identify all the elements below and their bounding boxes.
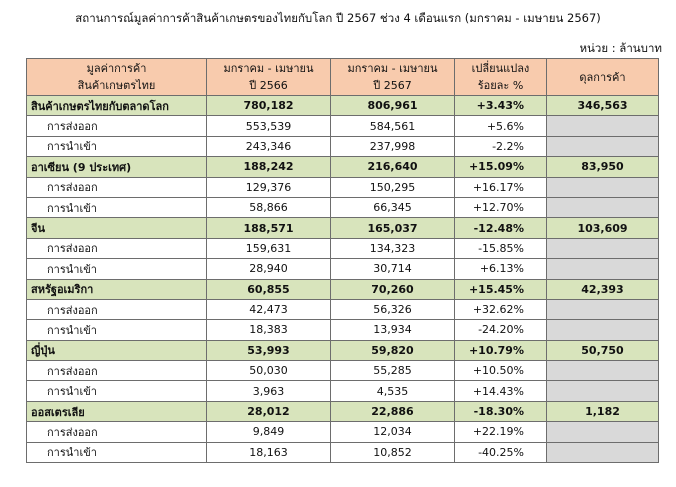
change-percent: +3.43% xyxy=(455,96,547,116)
header-change-line2: ร้อยละ % xyxy=(477,79,524,92)
change-percent: -24.20% xyxy=(455,320,547,340)
value-2567: 55,285 xyxy=(331,361,455,381)
value-2566: 28,012 xyxy=(207,401,331,421)
change-percent: -18.30% xyxy=(455,401,547,421)
value-2567: 13,934 xyxy=(331,320,455,340)
row-label: การส่งออก xyxy=(27,177,207,197)
value-2566: 188,571 xyxy=(207,218,331,238)
table-row-group xyxy=(27,401,659,421)
change-percent: -40.25% xyxy=(455,442,547,462)
header-2567 xyxy=(331,59,455,96)
change-percent: +10.79% xyxy=(455,340,547,360)
change-percent: +16.17% xyxy=(455,177,547,197)
table-row-export xyxy=(27,177,659,197)
value-2566: 18,383 xyxy=(207,320,331,340)
header-2566-line2: ปี 2566 xyxy=(249,79,288,92)
value-2567: 10,852 xyxy=(331,442,455,462)
value-2566: 780,182 xyxy=(207,96,331,116)
change-percent: -12.48% xyxy=(455,218,547,238)
row-label: การนำเข้า xyxy=(27,442,207,462)
table-row-import xyxy=(27,442,659,462)
value-2566: 243,346 xyxy=(207,136,331,156)
table-row-import xyxy=(27,259,659,279)
value-2566: 42,473 xyxy=(207,299,331,319)
table-row-group xyxy=(27,96,659,116)
empty-balance-cell xyxy=(547,116,659,136)
change-percent: -15.85% xyxy=(455,238,547,258)
row-label: การส่งออก xyxy=(27,422,207,442)
empty-balance-cell xyxy=(547,197,659,217)
change-percent: +14.43% xyxy=(455,381,547,401)
value-2567: 150,295 xyxy=(331,177,455,197)
empty-balance-cell xyxy=(547,320,659,340)
table-row-import xyxy=(27,197,659,217)
value-2567: 30,714 xyxy=(331,259,455,279)
table-row-import xyxy=(27,136,659,156)
table-row-import xyxy=(27,320,659,340)
empty-balance-cell xyxy=(547,442,659,462)
report-title: สถานการณ์มูลค่าการค้าสินค้าเกษตรของไทยกับโลก ปี 2567 ช่วง 4 เดือนแรก (มกราคม - เมษายน 2567) xyxy=(75,11,601,25)
value-2566: 188,242 xyxy=(207,157,331,177)
value-2566: 28,940 xyxy=(207,259,331,279)
table-row-export xyxy=(27,238,659,258)
table-row-group xyxy=(27,340,659,360)
table-row-group xyxy=(27,157,659,177)
value-2567: 165,037 xyxy=(331,218,455,238)
unit-label: หน่วย : ล้านบาท xyxy=(579,41,662,55)
change-percent: +15.09% xyxy=(455,157,547,177)
empty-balance-cell xyxy=(547,177,659,197)
value-2566: 159,631 xyxy=(207,238,331,258)
row-label: การนำเข้า xyxy=(27,259,207,279)
value-2567: 66,345 xyxy=(331,197,455,217)
value-2566: 53,993 xyxy=(207,340,331,360)
table-header-row xyxy=(27,59,659,96)
change-percent: +12.70% xyxy=(455,197,547,217)
value-2567: 70,260 xyxy=(331,279,455,299)
trade-balance: 50,750 xyxy=(547,340,659,360)
value-2567: 12,034 xyxy=(331,422,455,442)
value-2566: 9,849 xyxy=(207,422,331,442)
group-name: อาเซียน (9 ประเทศ) xyxy=(27,157,207,177)
header-change-line1: เปลี่ยนแปลง xyxy=(471,62,530,75)
value-2567: 56,326 xyxy=(331,299,455,319)
value-2566: 18,163 xyxy=(207,442,331,462)
empty-balance-cell xyxy=(547,238,659,258)
trade-balance: 1,182 xyxy=(547,401,659,421)
header-2567-line1: มกราคม - เมษายน xyxy=(347,62,438,75)
value-2567: 216,640 xyxy=(331,157,455,177)
header-trade-value-line1: มูลค่าการค้า xyxy=(86,62,147,75)
row-label: การนำเข้า xyxy=(27,320,207,340)
change-percent: +10.50% xyxy=(455,361,547,381)
header-2567-line2: ปี 2567 xyxy=(373,79,412,92)
header-trade-value xyxy=(27,59,207,96)
row-label: การส่งออก xyxy=(27,116,207,136)
value-2567: 59,820 xyxy=(331,340,455,360)
table-row-export xyxy=(27,422,659,442)
header-2566-line1: มกราคม - เมษายน xyxy=(223,62,314,75)
value-2567: 22,886 xyxy=(331,401,455,421)
empty-balance-cell xyxy=(547,381,659,401)
table-row-export xyxy=(27,299,659,319)
header-balance: ดุลการค้า xyxy=(547,59,659,96)
header-change xyxy=(455,59,547,96)
trade-balance: 83,950 xyxy=(547,157,659,177)
empty-balance-cell xyxy=(547,422,659,442)
group-name: จีน xyxy=(27,218,207,238)
row-label: การส่งออก xyxy=(27,238,207,258)
empty-balance-cell xyxy=(547,136,659,156)
value-2566: 50,030 xyxy=(207,361,331,381)
change-percent: +32.62% xyxy=(455,299,547,319)
value-2566: 553,539 xyxy=(207,116,331,136)
group-name: ออสเตรเลีย xyxy=(27,401,207,421)
group-name: ญี่ปุ่น xyxy=(27,340,207,360)
group-name: สหรัฐอเมริกา xyxy=(27,279,207,299)
value-2567: 584,561 xyxy=(331,116,455,136)
table-row-group xyxy=(27,218,659,238)
trade-balance: 346,563 xyxy=(547,96,659,116)
header-2566 xyxy=(207,59,331,96)
header-trade-value-line2: สินค้าเกษตรไทย xyxy=(77,79,156,92)
table-row-export xyxy=(27,116,659,136)
row-label: การนำเข้า xyxy=(27,197,207,217)
value-2567: 806,961 xyxy=(331,96,455,116)
value-2567: 134,323 xyxy=(331,238,455,258)
value-2566: 58,866 xyxy=(207,197,331,217)
value-2567: 4,535 xyxy=(331,381,455,401)
change-percent: +22.19% xyxy=(455,422,547,442)
value-2566: 129,376 xyxy=(207,177,331,197)
row-label: การส่งออก xyxy=(27,299,207,319)
trade-balance: 103,609 xyxy=(547,218,659,238)
table-row-import xyxy=(27,381,659,401)
change-percent: +6.13% xyxy=(455,259,547,279)
value-2567: 237,998 xyxy=(331,136,455,156)
value-2566: 3,963 xyxy=(207,381,331,401)
empty-balance-cell xyxy=(547,361,659,381)
table-body xyxy=(27,96,659,463)
row-label: การนำเข้า xyxy=(27,381,207,401)
row-label: การนำเข้า xyxy=(27,136,207,156)
value-2566: 60,855 xyxy=(207,279,331,299)
table-row-export xyxy=(27,361,659,381)
empty-balance-cell xyxy=(547,259,659,279)
change-percent: +15.45% xyxy=(455,279,547,299)
change-percent: +5.6% xyxy=(455,116,547,136)
table-row-group xyxy=(27,279,659,299)
empty-balance-cell xyxy=(547,299,659,319)
group-name: สินค้าเกษตรไทยกับตลาดโลก xyxy=(27,96,207,116)
row-label: การส่งออก xyxy=(27,361,207,381)
trade-table xyxy=(26,58,659,463)
change-percent: -2.2% xyxy=(455,136,547,156)
trade-balance: 42,393 xyxy=(547,279,659,299)
